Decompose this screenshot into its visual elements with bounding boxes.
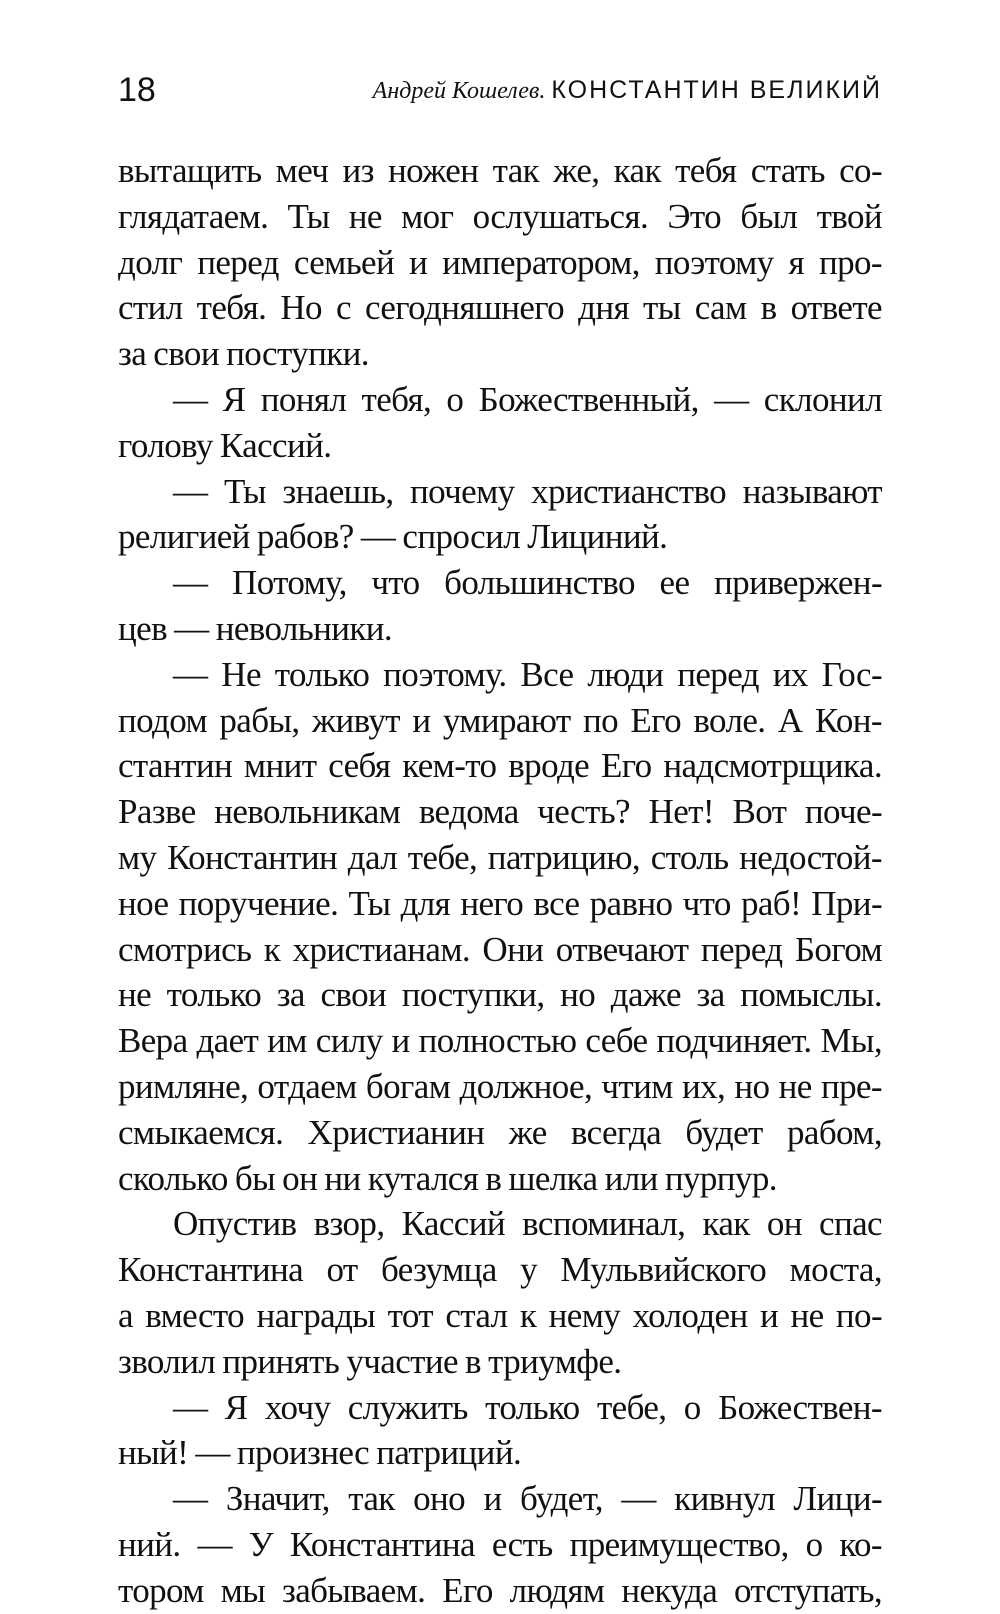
text-line: ный! — произнес патриций.	[118, 1433, 522, 1473]
text-line: ний. — У Константина есть преимущество, о ко-	[118, 1524, 882, 1564]
text-line: глядатаем. Ты не мог ослушаться. Это был твой	[118, 196, 882, 236]
text-line: а вместо награды тот стал к нему холоден и не по-	[118, 1295, 882, 1335]
text-line: му Константин дал тебе, патрицию, столь недостой-	[118, 837, 882, 877]
page-number: 18	[118, 71, 156, 109]
text-line: Разве невольникам ведома честь? Нет! Вот поче-	[118, 792, 882, 832]
text-line: стил тебя. Но с сегодняшнего дня ты сам в ответе	[118, 288, 882, 328]
text-line: зволил принять участие в триумфе.	[118, 1341, 622, 1381]
text-line: стантин мнит себя кем-то вроде Его надсмотрщика.	[118, 746, 882, 786]
book-title: КОНСТАНТИН ВЕЛИКИЙ	[551, 76, 882, 104]
text-line: цев — невольники.	[118, 608, 393, 648]
text-line: Вера дает им силу и полностью себе подчиняет. Мы,	[118, 1021, 882, 1061]
text-line: Опустив взор, Кассий вспоминал, как он спас	[173, 1204, 882, 1244]
text-line: сколько бы он ни кутался в шелка или пурпур.	[118, 1158, 777, 1198]
text-line: — Я понял тебя, о Божественный, — склонил	[173, 379, 882, 419]
text-line: смыкаемся. Христианин же всегда будет рабом,	[118, 1112, 882, 1152]
text-line: ное поручение. Ты для него все равно что раб! При-	[118, 883, 882, 923]
text-line: — Не только поэтому. Все люди перед их Гос-	[173, 654, 882, 694]
text-line: не только за свои поступки, но даже за помыслы.	[118, 975, 882, 1015]
text-line: смотрись к христианам. Они отвечают перед Богом	[118, 929, 882, 969]
text-line: римляне, отдаем богам должное, чтим их, но не пре-	[118, 1066, 882, 1106]
text-line: религией рабов? — спросил Лициний.	[118, 517, 668, 557]
text-line: — Значит, так оно и будет, — кивнул Лици-	[173, 1479, 882, 1519]
text-line: за свои поступки.	[118, 334, 369, 374]
text-line: вытащить меч из ножен так же, как тебя стать со-	[118, 151, 882, 190]
author-name: Андрей Кошелев.	[372, 78, 546, 104]
text-line: подом рабы, живут и умирают по Его воле. А Кон-	[118, 700, 882, 740]
text-line: Константина от безумца у Мульвийского моста,	[118, 1250, 882, 1290]
running-head	[118, 70, 882, 110]
text-line: голову Кассий.	[118, 425, 332, 465]
running-title	[373, 70, 882, 114]
text-line: — Ты знаешь, почему христианство называют	[173, 471, 882, 511]
text-line: — Потому, что большинство ее привержен-	[173, 563, 882, 603]
body-text	[118, 148, 882, 1614]
text-line: долг перед семьей и императором, поэтому я про-	[118, 242, 882, 282]
text-line: тором мы забываем. Его людям некуда отступать,	[118, 1570, 882, 1610]
text-line: — Я хочу служить только тебе, о Божествен-	[173, 1387, 882, 1427]
